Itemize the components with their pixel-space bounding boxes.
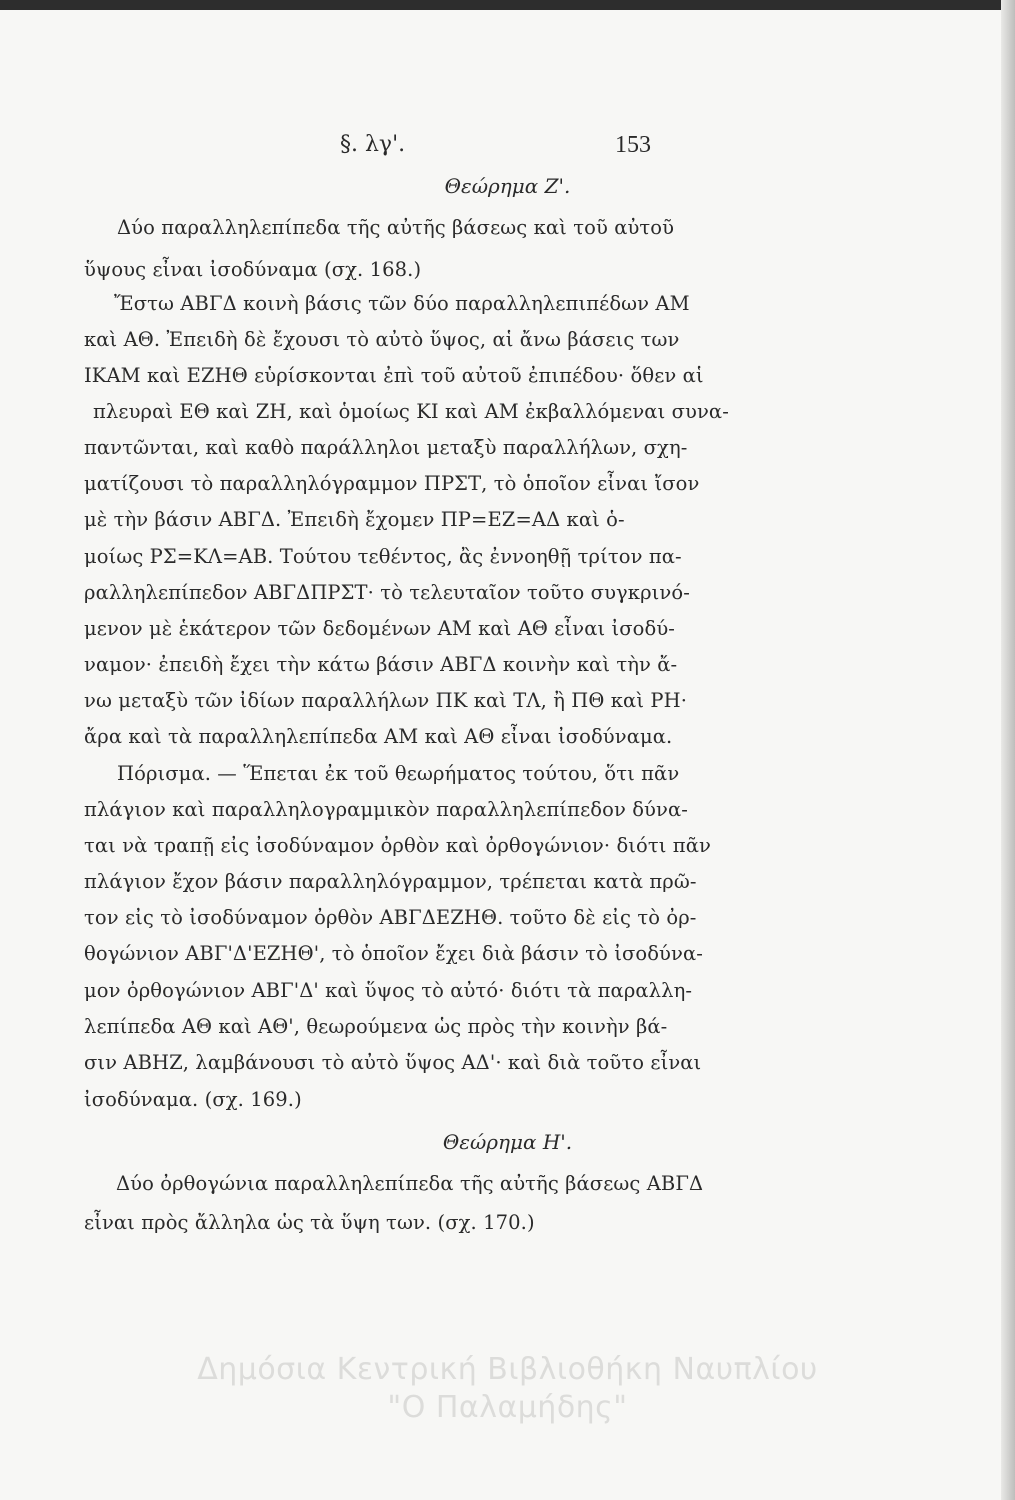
text-line: ραλληλεπίπεδον ΑΒΓΔΠΡΣΤ· τὸ τελευταῖον τοῦτο συγκρινό-	[84, 581, 690, 604]
text-line: Δύο παραλληλεπίπεδα τῆς αὐτῆς βάσεως καὶ τοῦ αὐτοῦ	[117, 216, 675, 239]
library-watermark-line2: "Ο Παλαμήδης"	[387, 1390, 628, 1425]
theorem-7-title: Θεώρημα Ζ'.	[444, 174, 571, 198]
text-line: λεπίπεδα ΑΘ καὶ ΑΘ', θεωρούμενα ὡς πρὸς τὴν κοινὴν βά-	[84, 1015, 668, 1038]
theorem-8-title: Θεώρημα Η'.	[442, 1130, 573, 1154]
text-line: ναμον· ἐπειδὴ ἔχει τὴν κάτω βάσιν ΑΒΓΔ κοινὴν καὶ τὴν ἄ-	[84, 653, 678, 676]
text-line: ματίζουσι τὸ παραλληλόγραμμον ΠΡΣΤ, τὸ ὁποῖον εἶναι ἴσον	[84, 472, 700, 495]
text-line: νω μεταξὺ τῶν ἰδίων παραλλήλων ΠΚ καὶ ΤΛ, ἢ ΠΘ καὶ ΡΗ·	[84, 689, 687, 712]
text-line: εἶναι πρὸς ἄλληλα ὡς τὰ ὕψη των. (σχ. 170.)	[84, 1211, 535, 1234]
text-line: μοίως ΡΣ=ΚΛ=ΑΒ. Τούτου τεθέντος, ἂς ἐννοηθῇ τρίτον πα-	[84, 545, 682, 568]
section-label: §. λγ'.	[340, 132, 406, 157]
library-watermark-line1: Δημόσια Κεντρική Βιβλιοθήκη Ναυπλίου	[197, 1352, 818, 1387]
text-line: πλάγιον ἔχον βάσιν παραλληλόγραμμον, τρέπεται κατὰ πρῶ-	[84, 870, 697, 893]
text-line: ὕψους εἶναι ἰσοδύναμα (σχ. 168.)	[84, 258, 422, 281]
text-line: μον ὀρθογώνιον ΑΒΓ'Δ' καὶ ὕψος τὸ αὐτό· διότι τὰ παραλλη-	[84, 979, 693, 1002]
text-line: καὶ ΑΘ. Ἐπειδὴ δὲ ἔχουσι τὸ αὐτὸ ὕψος, αἱ ἄνω βάσεις των	[84, 328, 680, 351]
text-line: Δύο ὀρθογώνια παραλληλεπίπεδα τῆς αὐτῆς βάσεως ΑΒΓΔ	[116, 1172, 704, 1195]
text-line: πλευραὶ ΕΘ καὶ ΖΗ, καὶ ὁμοίως ΚΙ καὶ ΑΜ ἐκβαλλόμεναι συνα-	[93, 400, 729, 423]
text-line: ἄρα καὶ τὰ παραλληλεπίπεδα ΑΜ καὶ ΑΘ εἶναι ἰσοδύναμα.	[84, 725, 673, 748]
text-line: παντῶνται, καὶ καθὸ παράλληλοι μεταξὺ παραλλήλων, σχη-	[84, 436, 688, 459]
page-number: 153	[615, 132, 651, 158]
text-line: μὲ τὴν βάσιν ΑΒΓΔ. Ἐπειδὴ ἔχομεν ΠΡ=ΕΖ=ΑΔ καὶ ὁ-	[84, 508, 625, 531]
text-line: ται νὰ τραπῇ εἰς ἰσοδύναμον ὀρθὸν καὶ ὀρθογώνιον· διότι πᾶν	[84, 834, 711, 857]
text-line: τον εἰς τὸ ἰσοδύναμον ὀρθὸν ΑΒΓΔΕΖΗΘ. τοῦτο δὲ εἰς τὸ ὀρ-	[84, 906, 697, 929]
text-line: θογώνιον ΑΒΓ'Δ'ΕΖΗΘ', τὸ ὁποῖον ἔχει διὰ βάσιν τὸ ἰσοδύνα-	[84, 942, 703, 965]
scan-edge-right	[1001, 0, 1015, 1500]
text-line: πλάγιον καὶ παραλληλογραμμικὸν παραλληλεπίπεδον δύνα-	[84, 798, 688, 821]
text-line: Πόρισμα. — Ἕπεται ἐκ τοῦ θεωρήματος τούτου, ὅτι πᾶν	[117, 762, 680, 785]
text-line: ΙΚΑΜ καὶ ΕΖΗΘ εὑρίσκονται ἐπὶ τοῦ αὐτοῦ ἐπιπέδου· ὅθεν αἱ	[84, 364, 704, 387]
scan-edge-top	[0, 0, 1015, 10]
text-line: μενον μὲ ἑκάτερον τῶν δεδομένων ΑΜ καὶ ΑΘ εἶναι ἰσοδύ-	[84, 617, 675, 640]
text-line: Ἔστω ΑΒΓΔ κοινὴ βάσις τῶν δύο παραλληλεπιπέδων ΑΜ	[114, 292, 690, 315]
text-line: ἰσοδύναμα. (σχ. 169.)	[84, 1088, 302, 1111]
text-line: σιν ΑΒΗΖ, λαμβάνουσι τὸ αὐτὸ ὕψος ΑΔ'· καὶ διὰ τοῦτο εἶναι	[84, 1051, 702, 1074]
